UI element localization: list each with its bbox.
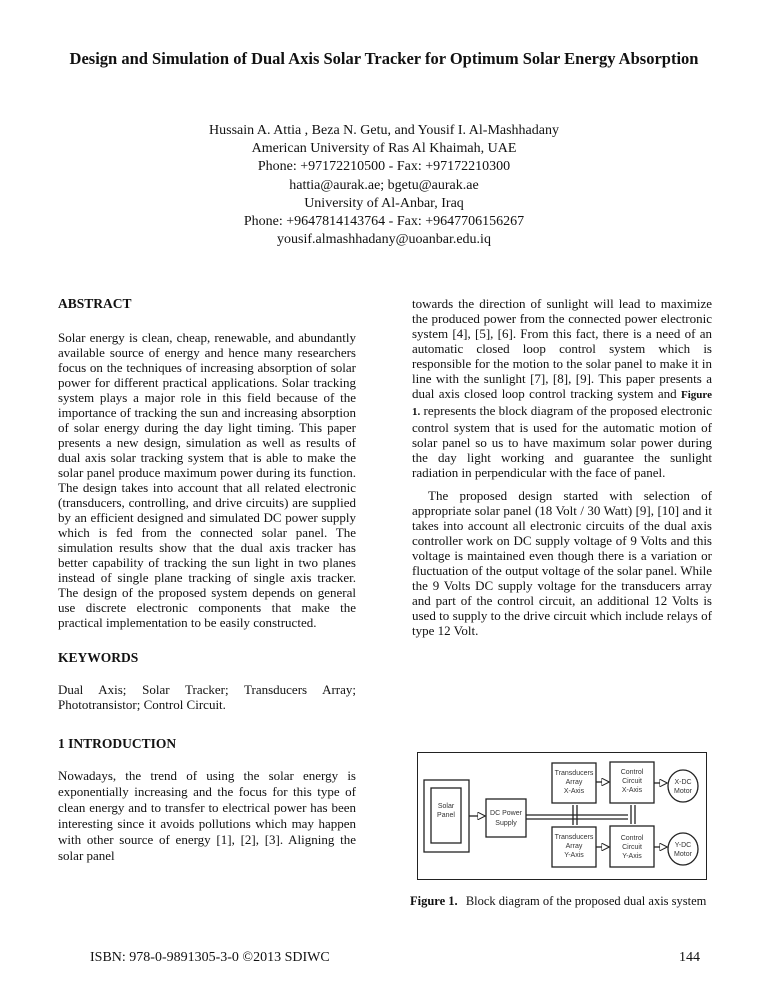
motor-y-block <box>668 833 698 865</box>
keywords-text: Dual Axis; Solar Tracker; Transducers Array; Phototransistor; Control Circuit. <box>58 682 356 712</box>
label-supply: Supply <box>495 820 517 827</box>
label-transducers-y: Transducers <box>554 834 594 841</box>
label-x-axis: X-Axis <box>563 788 585 795</box>
author-block <box>60 122 708 249</box>
label-transducers-x: Transducers <box>554 770 594 777</box>
label-array-y: Array <box>565 843 583 850</box>
label-x-dc: X-DC <box>674 779 692 786</box>
affiliation-2: University of Al-Anbar, Iraq <box>304 195 464 211</box>
introduction-paragraph-1-continued <box>412 296 712 480</box>
contact-phone-1: Phone: +97172210500 - Fax: +97172210300 <box>257 159 511 175</box>
figure-caption-text: Block diagram of the proposed dual axis system <box>465 894 707 908</box>
label-solar: Solar <box>437 803 455 810</box>
label-y-axis: Y-Axis <box>564 852 584 859</box>
label-y-dc: Y-DC <box>674 842 692 849</box>
abstract-text: Solar energy is clean, cheap, renewable, and abundantly available source of energy and hence many researchers focus on the techniques of increasing absorption of solar power for different practical applications. Solar tracking system plays a major role in this field because of the importance of tracking the sun and increasing absorption of solar energy during the day light timing. This paper presents a new design, simulation as well as results of dual axis solar tracking system that is able to make the solar panel produce maximum power during its function. The design takes into account that all related electronic (transducers, controlling, and drive circuits) are supplied by an efficient designed and simulated DC power supply which is fed from the connected solar panel. The simulation results show that the dual axis tracker has better capability of tracking the sun light in two planes instead of single plane tracking of single axis tracker. The design of the proposed system depends on general use discrete electronic components that make the practical implementation to be easily constructed. <box>58 330 356 630</box>
introduction-paragraph-2: The proposed design started with selection of appropriate solar panel (18 Volt / 30 Watt) [9], [10] and it takes into account all electronic circuits of the dual axis controller work on DC supply voltage of 9 Volts and this voltage is maintained even though there is a variation or fluctuation of the output voltage of the solar panel. While the 9 Volts DC supply voltage for the transducers array and part of the control circuit, an additional 12 Volts is used to supply to the drive circuit which include relays of type 12 Volt. <box>412 488 712 638</box>
label-motor-y: Motor <box>674 851 692 858</box>
label-ctrl-x-axis: X-Axis <box>621 787 643 794</box>
label-motor-x: Motor <box>674 788 692 795</box>
affiliation-1: American University of Ras Al Khaimah, UAE <box>251 141 517 157</box>
label-panel: Panel <box>437 812 455 819</box>
introduction-paragraph-1: Nowadays, the trend of using the solar energy is exponentially increasing and the focus for this type of clean energy and to transfer to electrical power has been interesting since it avoids pollutions which may happen with other source of energy [1], [2], [3]. Aligning the solar panel <box>58 768 356 863</box>
introduction-heading: 1 INTRODUCTION <box>58 736 177 751</box>
label-circuit-x: Circuit <box>622 778 642 785</box>
label-control-y: Control <box>620 835 644 842</box>
left-column <box>58 296 356 864</box>
dc-power-supply-block <box>486 799 526 837</box>
footer-isbn: ISBN: 978-0-9891305-3-0 ©2013 SDIWC <box>90 950 330 965</box>
label-circuit-y: Circuit <box>622 844 642 851</box>
label-dc-power: DC Power <box>490 810 522 817</box>
block-diagram-figure <box>417 752 707 880</box>
contact-email-2: yousif.almashhadany@uoanbar.edu.iq <box>277 232 491 248</box>
label-array-x: Array <box>565 779 583 786</box>
author-names: Hussain A. Attia , Beza N. Getu, and Yousif I. Al-Mashhadany <box>209 123 559 138</box>
contact-phone-2: Phone: +9647814143764 - Fax: +9647706156267 <box>243 214 525 230</box>
text-span: towards the direction of sunlight will lead to maximize the produced power from the connected power electronic system [4], [5], [6]. From this fact, there is a need of an automatic closed loop control system which is responsible for the motion to the solar panel to make it in line with the sunlight [7], [8], [9]. This paper presents a dual axis closed loop control tracking system and <box>412 296 712 401</box>
abstract-heading: ABSTRACT <box>58 296 132 311</box>
label-ctrl-y-axis: Y-Axis <box>622 853 642 860</box>
label-control-x: Control <box>620 769 644 776</box>
keywords-heading: KEYWORDS <box>58 650 139 665</box>
figure-reference: Figure 1. <box>412 389 712 418</box>
motor-x-block <box>668 770 698 802</box>
text-span: represents the block diagram of the proposed electronic control system that is used for the automatic motion of solar panel so us to have maximum solar power during the day light working and guarantee the sunlight radiation in perpendicular with the face of panel. <box>412 403 713 480</box>
contact-email-1: hattia@aurak.ae; bgetu@aurak.ae <box>289 177 479 193</box>
figure-caption <box>410 894 706 909</box>
paper-title: Design and Simulation of Dual Axis Solar Tracker for Optimum Solar Energy Absorption <box>69 49 699 68</box>
right-column <box>412 296 712 638</box>
figure-caption-label: Figure 1. <box>410 894 458 908</box>
page-number: 144 <box>679 950 700 965</box>
block-diagram <box>418 753 705 878</box>
